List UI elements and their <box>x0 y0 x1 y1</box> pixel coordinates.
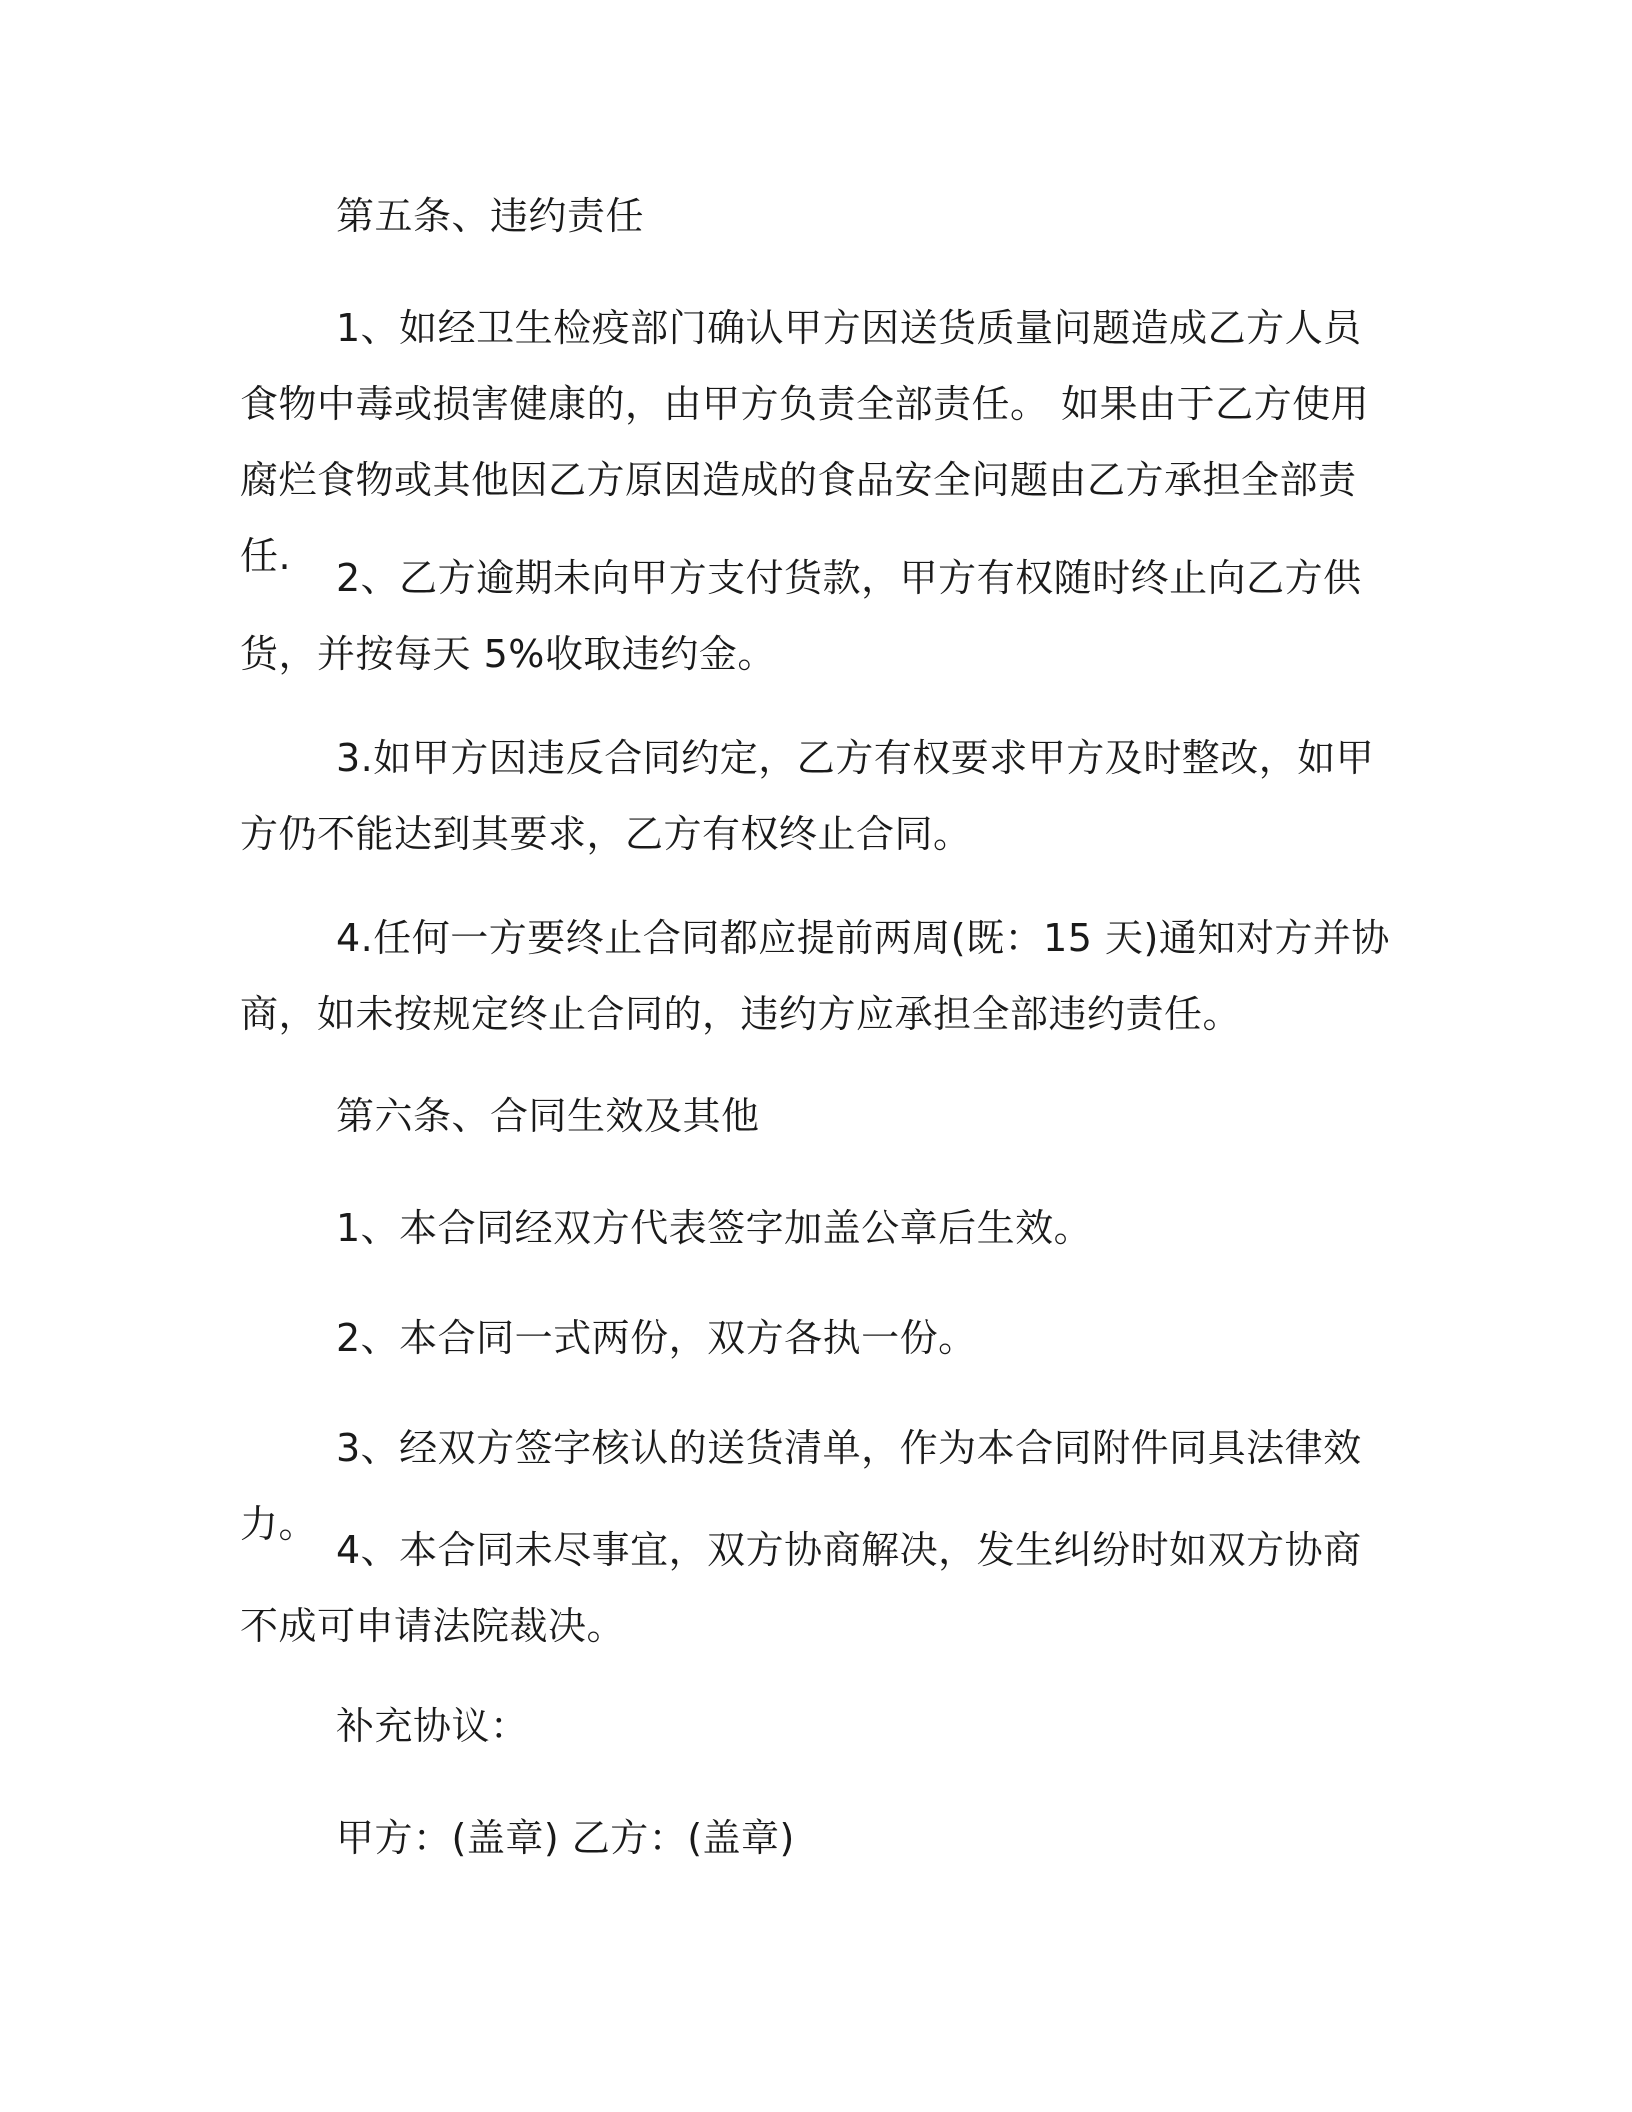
article5-clause2: 2、乙方逾期未向甲方支付货款，甲方有权随时终止向乙方供货，并按每天 5%收取违约金。 <box>240 556 1362 676</box>
article5-title: 第五条、违约责任 <box>336 194 645 238</box>
article5-clause4: 4.任何一方要终止合同都应提前两周(既：15 天)通知对方并协商，如未按规定终止合同的，违约方应承担全部违约责任。 <box>240 916 1390 1036</box>
article6-clause1: 1、本合同经双方代表签字加盖公章后生效。 <box>336 1206 1093 1250</box>
signature-line: 甲方：(盖章) 乙方：(盖章) <box>336 1816 795 1860</box>
article6-clause3: 3、经双方签字核认的送货清单，作为本合同附件同具法律效力。 <box>240 1426 1362 1546</box>
supplement-label: 补充协议： <box>336 1704 529 1748</box>
article6-clause2: 2、本合同一式两份，双方各执一份。 <box>336 1316 977 1360</box>
article6-clause4: 4、本合同未尽事宜，双方协商解决，发生纠纷时如双方协商不成可申请法院裁决。 <box>240 1528 1362 1648</box>
article5-clause1: 1、如经卫生检疫部门确认甲方因送货质量问题造成乙方人员食物中毒或损害健康的，由甲方负责全部责任。 如果由于乙方使用腐烂食物或其他因乙方原因造成的食品安全问题由乙方承担全部责任. <box>240 306 1370 578</box>
article6-title: 第六条、合同生效及其他 <box>336 1094 760 1138</box>
article5-clause3: 3.如甲方因违反合同约定，乙方有权要求甲方及时整改，如甲方仍不能达到其要求，乙方有权终止合同。 <box>240 736 1375 856</box>
